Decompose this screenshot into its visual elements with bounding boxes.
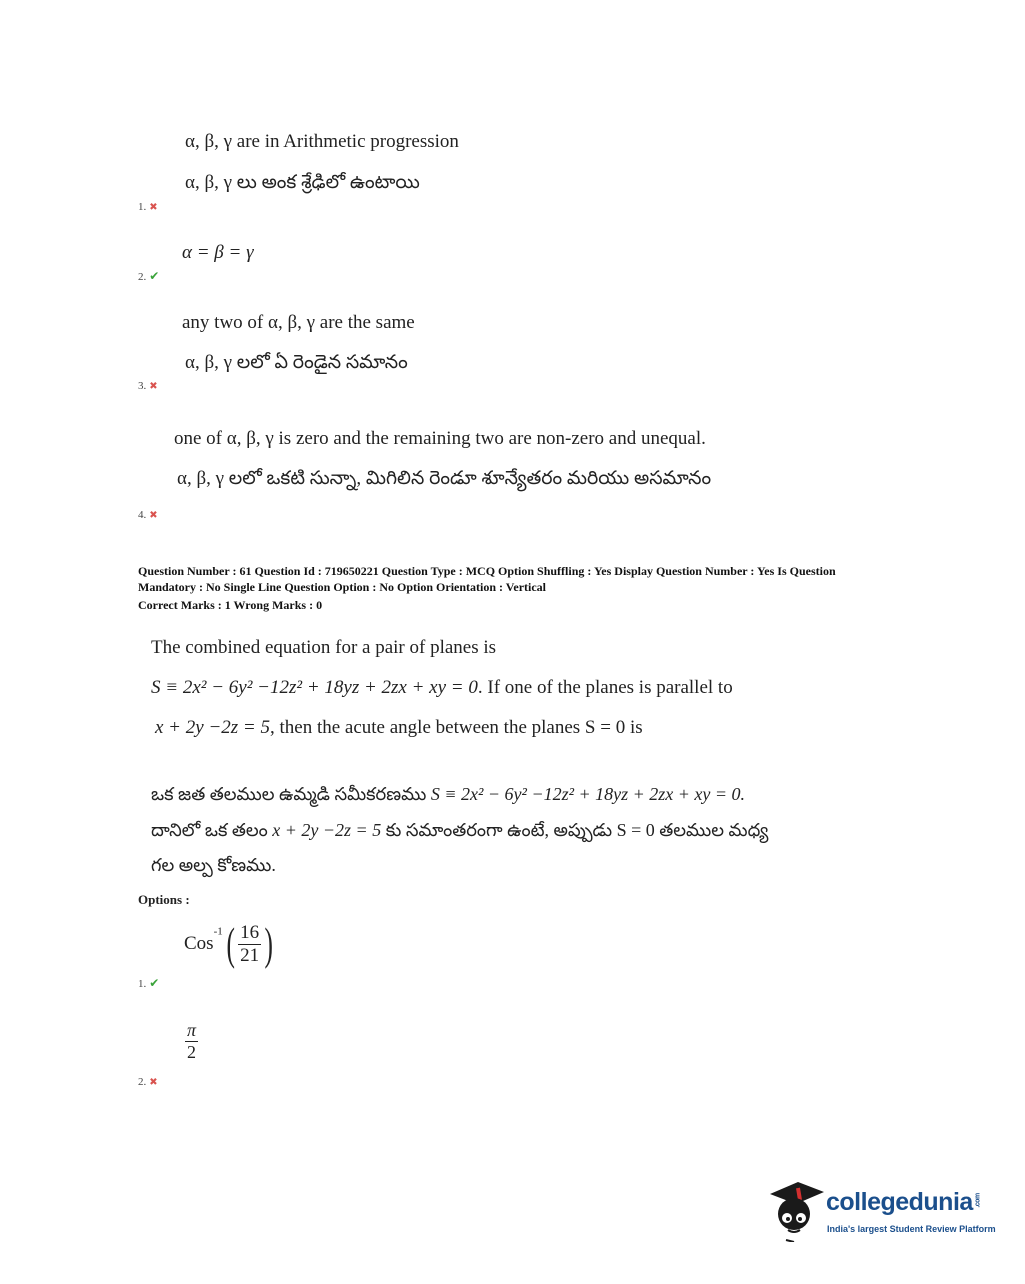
combined-equation: S ≡ 2x² − 6y² −12z² + 18yz + 2zx + xy = 0 xyxy=(151,677,478,698)
answer-1-expression: Cos$^{-1}$ ( $\frac{16}{21}$ ) xyxy=(184,918,273,969)
answer-2-expression xyxy=(185,1020,198,1063)
metadata-line-3: Correct Marks : 1 Wrong Marks : 0 xyxy=(138,598,323,612)
cross-icon: ✖ xyxy=(149,1077,158,1088)
telugu-text: ఒక జత తలముల ఉమ్మడి సమీకరణము xyxy=(151,784,427,804)
answer-1-marker xyxy=(138,976,159,991)
question-line-2-rest: . If one of the planes is parallel to xyxy=(477,677,733,698)
combined-equation: S ≡ 2x² − 6y² −12z² + 18yz + 2zx + xy = 0. xyxy=(430,784,746,804)
option-4-telugu: α, β, γ లలో ఒకటి సున్నా, మిగిలిన రెండూ శూన్యేతరం మరియు అసమానం xyxy=(177,468,712,489)
option-3-telugu: α, β, γ లలో ఏ రెండైన సమానం xyxy=(185,352,408,373)
metadata-line-2: Mandatory : No Single Line Question Option : No Option Orientation : Vertical xyxy=(138,580,547,594)
option-1-telugu: α, β, γ లు అంక శ్రేఢిలో ఉంటాయి xyxy=(185,172,420,193)
telugu-text: కు సమాంతరంగా ఉంటే, అప్పుడు S = 0 తలముల మధ్య xyxy=(385,820,769,840)
logo-name: collegedunia xyxy=(826,1188,973,1216)
logo-tagline: India's largest Student Review Platform xyxy=(827,1224,996,1234)
cross-icon: ✖ xyxy=(149,381,158,392)
logo-wordmark xyxy=(826,1188,985,1217)
logo-suffix: .com xyxy=(974,1193,982,1208)
question-line-3-rest: , then the acute angle between the planes S = 0 is xyxy=(269,717,643,738)
option-4-marker xyxy=(138,509,158,521)
option-1-marker xyxy=(138,201,158,213)
question-line-1: The combined equation for a pair of planes is xyxy=(151,637,497,658)
option-1-english: α, β, γ are in Arithmetic progression xyxy=(185,131,459,152)
option-number: 3. xyxy=(138,380,147,392)
cross-icon: ✖ xyxy=(149,510,158,521)
denominator: 21 xyxy=(240,944,260,966)
option-number: 1. xyxy=(138,978,147,990)
inverse-superscript: -1 xyxy=(213,925,223,938)
check-icon: ✔ xyxy=(149,976,160,990)
option-2-english: α = β = γ xyxy=(182,242,254,263)
question-metadata xyxy=(138,563,836,613)
metadata-line-1: Question Number : 61 Question Id : 719650221 Question Type : MCQ Option Shuffling : Yes Display Question Number : Yes Is Question xyxy=(138,564,836,578)
check-icon: ✔ xyxy=(149,269,160,283)
question-line-2 xyxy=(151,677,733,699)
telugu-text: దానిలో ఒక తలం xyxy=(151,820,268,840)
cos-prefix: Cos xyxy=(184,933,214,954)
answer-2-marker xyxy=(138,1076,158,1088)
option-3-english: any two of α, β, γ are the same xyxy=(182,312,415,333)
denominator: 2 xyxy=(187,1042,197,1062)
telugu-question-line-3: గల అల్ప కోణము. xyxy=(151,855,276,875)
numerator: π xyxy=(187,1020,197,1040)
telugu-question-line-1 xyxy=(151,784,745,809)
numerator: 16 xyxy=(240,921,260,943)
collegedunia-logo xyxy=(766,1178,996,1248)
option-number: 4. xyxy=(138,509,147,521)
option-number: 2. xyxy=(138,1076,147,1088)
option-number: 1. xyxy=(138,201,147,213)
cross-icon: ✖ xyxy=(149,202,158,213)
options-label: Options : xyxy=(138,892,190,907)
telugu-question-line-2 xyxy=(151,820,768,845)
option-3-marker xyxy=(138,380,158,392)
question-line-3 xyxy=(155,717,643,739)
plane-equation: x + 2y −2z = 5 xyxy=(155,717,270,738)
option-2-marker xyxy=(138,269,159,284)
option-number: 2. xyxy=(138,271,147,283)
plane-equation: x + 2y −2z = 5 xyxy=(272,820,382,840)
mascot-icon xyxy=(766,1178,826,1242)
option-4-english: one of α, β, γ is zero and the remaining two are non-zero and unequal. xyxy=(174,428,706,449)
